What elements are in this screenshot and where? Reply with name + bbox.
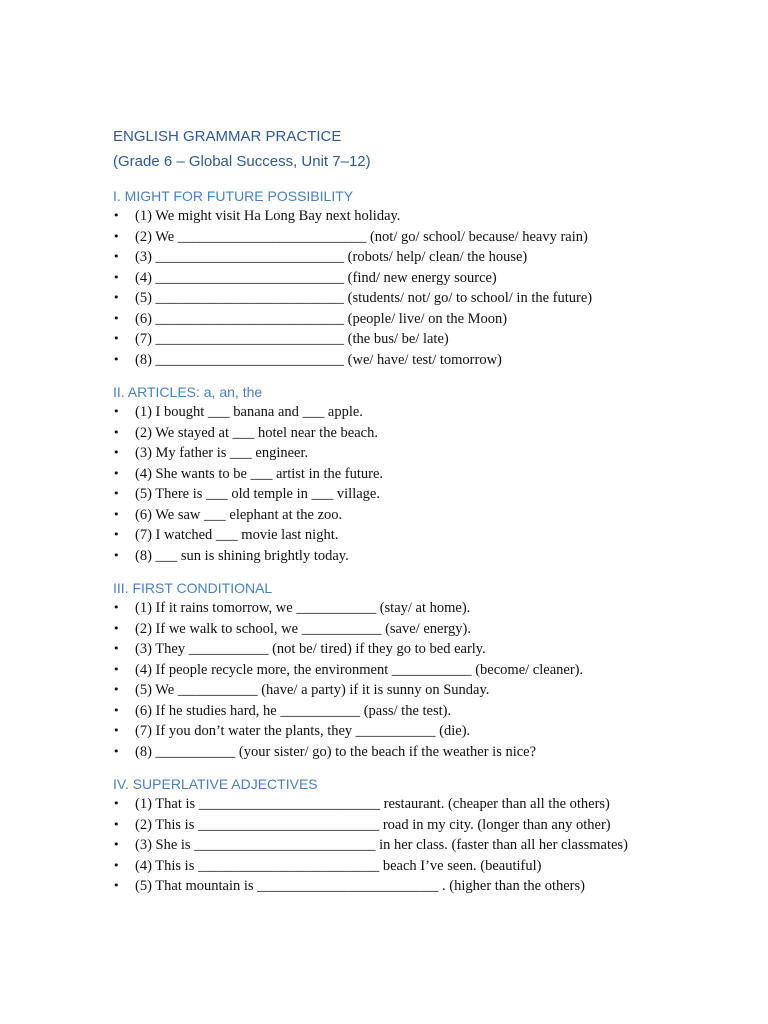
exercise-item [113,288,733,309]
exercise-text: (5) We ___________ (have/ a party) if it is sunny on Sunday. [135,682,490,698]
exercise-item [113,309,733,330]
exercise-text: (2) If we walk to school, we ___________ (save/ energy). [135,620,471,637]
section-might [113,186,733,370]
exercise-item [113,268,733,289]
exercise-text: (1) That is _________________________ restaurant. (cheaper than all the others) [135,796,610,812]
section-superlatives [113,774,733,897]
bullet-icon: • [113,352,120,366]
bullet-icon: • [113,601,120,614]
exercise-text: (2) We __________________________ (not/ go/ school/ because/ heavy rain) [135,228,588,245]
worksheet-page [113,124,733,909]
bullet-icon: • [113,621,120,635]
section-heading: III. FIRST CONDITIONAL [113,580,273,596]
exercise-item [113,660,733,681]
bullet-icon: • [113,683,120,696]
exercise-item [113,464,733,485]
exercise-text: (4) If people recycle more, the environment ___________ (become/ cleaner). [135,661,584,678]
exercise-item [113,402,733,423]
exercise-text: (6) We saw ___ elephant at the zoo. [135,506,343,523]
bullet-icon: • [113,291,120,304]
exercise-text: (1) We might visit Ha Long Bay next holiday. [135,208,401,224]
bullet-icon: • [113,548,120,562]
bullet-icon: • [113,425,120,439]
bullet-icon: • [113,332,120,345]
bullet-icon: • [113,817,120,831]
exercise-text: (7) __________________________ (the bus/ be/ late) [135,331,449,347]
exercise-item [113,443,733,464]
exercise-item [113,598,733,619]
title-line-1: ENGLISH GRAMMAR PRACTICE [113,128,342,145]
section-first-conditional [113,578,733,762]
exercise-text: (2) We stayed at ___ hotel near the beach. [135,424,378,441]
bullet-icon: • [113,879,120,892]
exercise-item [113,546,733,567]
section-heading: IV. SUPERLATIVE ADJECTIVES [113,776,318,792]
exercise-item [113,815,733,836]
exercise-item [113,505,733,526]
exercise-text: (4) __________________________ (find/ new energy source) [135,269,497,286]
title-line-2: (Grade 6 – Global Success, Unit 7–12) [113,153,371,170]
exercise-item [113,206,733,227]
exercise-list [113,794,733,897]
exercise-text: (8) ___ sun is shining brightly today. [135,547,349,564]
exercise-text: (3) My father is ___ engineer. [135,445,309,461]
bullet-icon: • [113,744,120,758]
exercise-list [113,402,733,566]
exercise-list [113,598,733,762]
exercise-text: (2) This is _________________________ road in my city. (longer than any other) [135,816,611,833]
exercise-item [113,227,733,248]
bullet-icon: • [113,250,120,263]
exercise-item [113,701,733,722]
exercise-text: (4) She wants to be ___ artist in the future. [135,465,384,482]
bullet-icon: • [113,466,120,480]
exercise-item [113,639,733,660]
bullet-icon: • [113,487,120,500]
bullet-icon: • [113,858,120,872]
exercise-text: (6) If he studies hard, he ___________ (pass/ the test). [135,702,452,719]
exercise-text: (1) If it rains tomorrow, we ___________ (stay/ at home). [135,600,471,616]
exercise-text: (7) I watched ___ movie last night. [135,527,339,543]
bullet-icon: • [113,311,120,325]
exercise-item [113,742,733,763]
exercise-item [113,619,733,640]
bullet-icon: • [113,838,120,851]
section-heading: II. ARTICLES: a, an, the [113,384,263,400]
exercise-item [113,835,733,856]
bullet-icon: • [113,270,120,284]
exercise-text: (3) __________________________ (robots/ help/ clean/ the house) [135,249,528,265]
exercise-text: (3) She is _________________________ in her class. (faster than all her classmates) [135,837,628,853]
bullet-icon: • [113,528,120,541]
exercise-text: (7) If you don’t water the plants, they ___________ (die). [135,723,471,739]
document-title [113,124,733,174]
exercise-item [113,794,733,815]
bullet-icon: • [113,209,120,222]
bullet-icon: • [113,703,120,717]
exercise-text: (5) There is ___ old temple in ___ village. [135,486,380,502]
exercise-item [113,856,733,877]
exercise-item [113,247,733,268]
exercise-text: (8) __________________________ (we/ have/ test/ tomorrow) [135,351,502,368]
exercise-list [113,206,733,370]
exercise-item [113,680,733,701]
bullet-icon: • [113,642,120,655]
exercise-text: (5) That mountain is _________________________ . (higher than the others) [135,878,585,894]
bullet-icon: • [113,446,120,459]
exercise-text: (5) __________________________ (students/ not/ go/ to school/ in the future) [135,290,593,306]
exercise-item [113,350,733,371]
exercise-text: (4) This is _________________________ beach I’ve seen. (beautiful) [135,857,542,874]
exercise-item [113,525,733,546]
bullet-icon: • [113,229,120,243]
exercise-item [113,484,733,505]
section-heading: I. MIGHT FOR FUTURE POSSIBILITY [113,188,354,204]
bullet-icon: • [113,507,120,521]
bullet-icon: • [113,724,120,737]
exercise-item [113,876,733,897]
bullet-icon: • [113,405,120,418]
bullet-icon: • [113,797,120,810]
exercise-item [113,721,733,742]
section-articles [113,382,733,566]
exercise-text: (6) __________________________ (people/ live/ on the Moon) [135,310,508,327]
exercise-item [113,423,733,444]
exercise-text: (3) They ___________ (not be/ tired) if they go to bed early. [135,641,486,657]
exercise-text: (8) ___________ (your sister/ go) to the beach if the weather is nice? [135,743,537,760]
exercise-text: (1) I bought ___ banana and ___ apple. [135,404,363,420]
bullet-icon: • [113,662,120,676]
exercise-item [113,329,733,350]
